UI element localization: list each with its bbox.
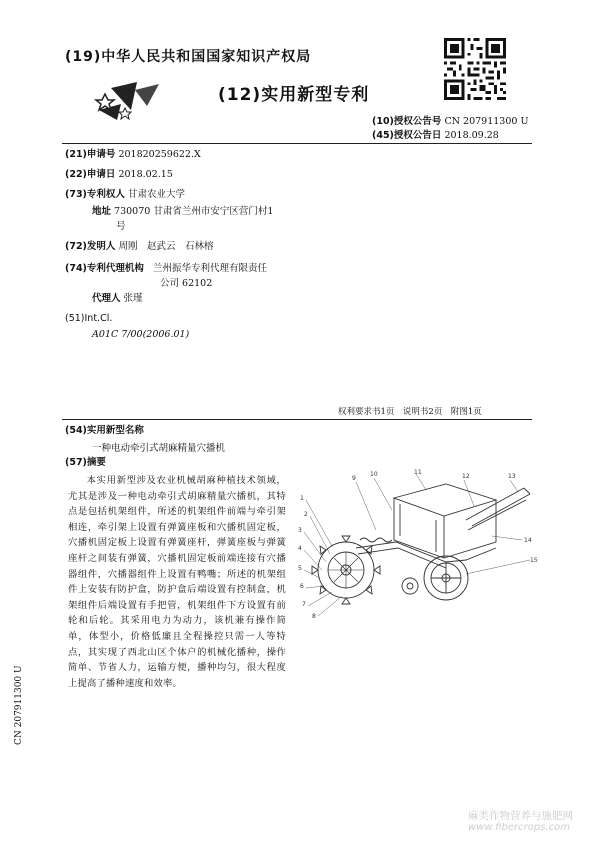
sipo-logo-icon (97, 80, 161, 124)
drawing-reference-numeral: 3 (298, 527, 302, 534)
agent-value: 张瑾 (123, 293, 143, 304)
application-date (65, 168, 173, 182)
utility-title-value: 一种电动牵引式胡麻精量穴播机 (92, 443, 226, 454)
patentee-value: 甘肃农业大学 (127, 189, 185, 200)
address-line2: 号 (116, 221, 126, 232)
patentee-label: (73)专利权人 (65, 189, 125, 200)
patent-type-title: (12)实用新型专利 (218, 85, 370, 105)
drawing-reference-numeral: 15 (530, 557, 538, 564)
drawing-reference-numeral: 11 (414, 469, 422, 476)
abstract-text: 本实用新型涉及农业机械胡麻种植技术领域，尤其是涉及一种电动牵引式胡麻精量穴播机，其特点是包括机架组件，所述的机架组件前端与牵引架相连，牵引架上设置有弹簧座板和穴播机固定板，穴播机固定板上设置有弹簧座杆，弹簧座板与弹簧座杆之间装有弹簧，穴播机固定板前端连接有穴播器组件，穴播器组件上设置有鸭嘴；所述的机架组件上安装有防护盒，防护盒后端设置有控制盒，机架组件后端设置有手把管，机架组件下方设置有前轮和后轮。其采用电力为动力，该机兼有操作简单，体型小，价格低廉且全程操控只需一人等特点，其实现了西北山区个体户的机械化播种，操作简单、节省人力，运输方便，播种均匀，很大程度上提高了播种速度和效率。 (68, 475, 286, 689)
inventors-value: 周刚 赵武云 石林榕 (118, 241, 214, 252)
drawing-reference-numeral: 6 (300, 583, 304, 590)
drawing-reference-numeral: 2 (304, 511, 308, 518)
drawing-reference-numeral: 10 (370, 471, 378, 478)
abstract-label (65, 456, 106, 470)
utility-title-label-text: (54)实用新型名称 (65, 425, 144, 436)
application-number-label: (21)申请号 (65, 149, 116, 160)
issuing-office: (19)中华人民共和国国家知识产权局 (65, 49, 312, 65)
agency (65, 262, 267, 276)
pub-date-value: 2018.09.28 (444, 130, 499, 141)
pub-date-row (372, 127, 499, 141)
pub-number-label: (10)授权公告号 (372, 116, 442, 127)
page-count-info: 权利要求书1页 说明书2页 附图1页 (338, 407, 482, 417)
address-label: 地址 (92, 206, 112, 217)
patentee (65, 188, 185, 202)
drawing-reference-numeral: 12 (462, 473, 470, 480)
address (92, 205, 273, 219)
agent-label: 代理人 (92, 293, 121, 304)
agency-line2: 公司 62102 (160, 278, 213, 289)
intcl-value: A01C 7/00(2006.01) (92, 329, 190, 340)
drawing-reference-numeral: 8 (312, 613, 316, 620)
application-number (65, 148, 201, 162)
inventors-label: (72)发明人 (65, 241, 116, 252)
pub-number-value: CN 207911300 U (444, 116, 529, 127)
drawing-reference-numeral: 4 (298, 545, 302, 552)
header-divider (62, 143, 532, 144)
drawing-reference-numeral: 13 (508, 473, 516, 480)
seeder-machine-drawing-icon (296, 470, 536, 620)
agency-line1: 兰州振华专利代理有限责任 (152, 263, 267, 274)
drawing-reference-numeral: 14 (524, 537, 532, 544)
watermark-url: www.fibercrops.com (468, 822, 570, 833)
drawing-reference-numeral: 7 (302, 601, 306, 608)
watermark-site-name: 麻类作物营养与施肥网 (468, 810, 573, 822)
utility-title-label (65, 424, 144, 438)
side-publication-number: CN 207911300 U (14, 665, 24, 745)
pub-number-row (372, 113, 528, 127)
agent (92, 292, 143, 306)
abstract-label-text: (57)摘要 (65, 457, 106, 468)
application-date-value: 2018.02.15 (118, 169, 173, 180)
intcl-label: (51)Int.Cl. (65, 313, 113, 324)
agency-label: (74)专利代理机构 (65, 263, 144, 274)
qr-code-icon (444, 38, 506, 100)
address-line1: 730070 甘肃省兰州市安宁区营门村1 (114, 206, 274, 217)
drawing-reference-numeral: 1 (300, 495, 304, 502)
body-divider (62, 419, 532, 420)
drawing-reference-numeral: 5 (298, 565, 302, 572)
drawing-reference-numeral: 9 (352, 475, 356, 482)
inventors (65, 240, 213, 254)
application-date-label: (22)申请日 (65, 169, 116, 180)
pub-date-label: (45)授权公告日 (372, 130, 442, 141)
application-number-value: 201820259622.X (118, 149, 201, 160)
